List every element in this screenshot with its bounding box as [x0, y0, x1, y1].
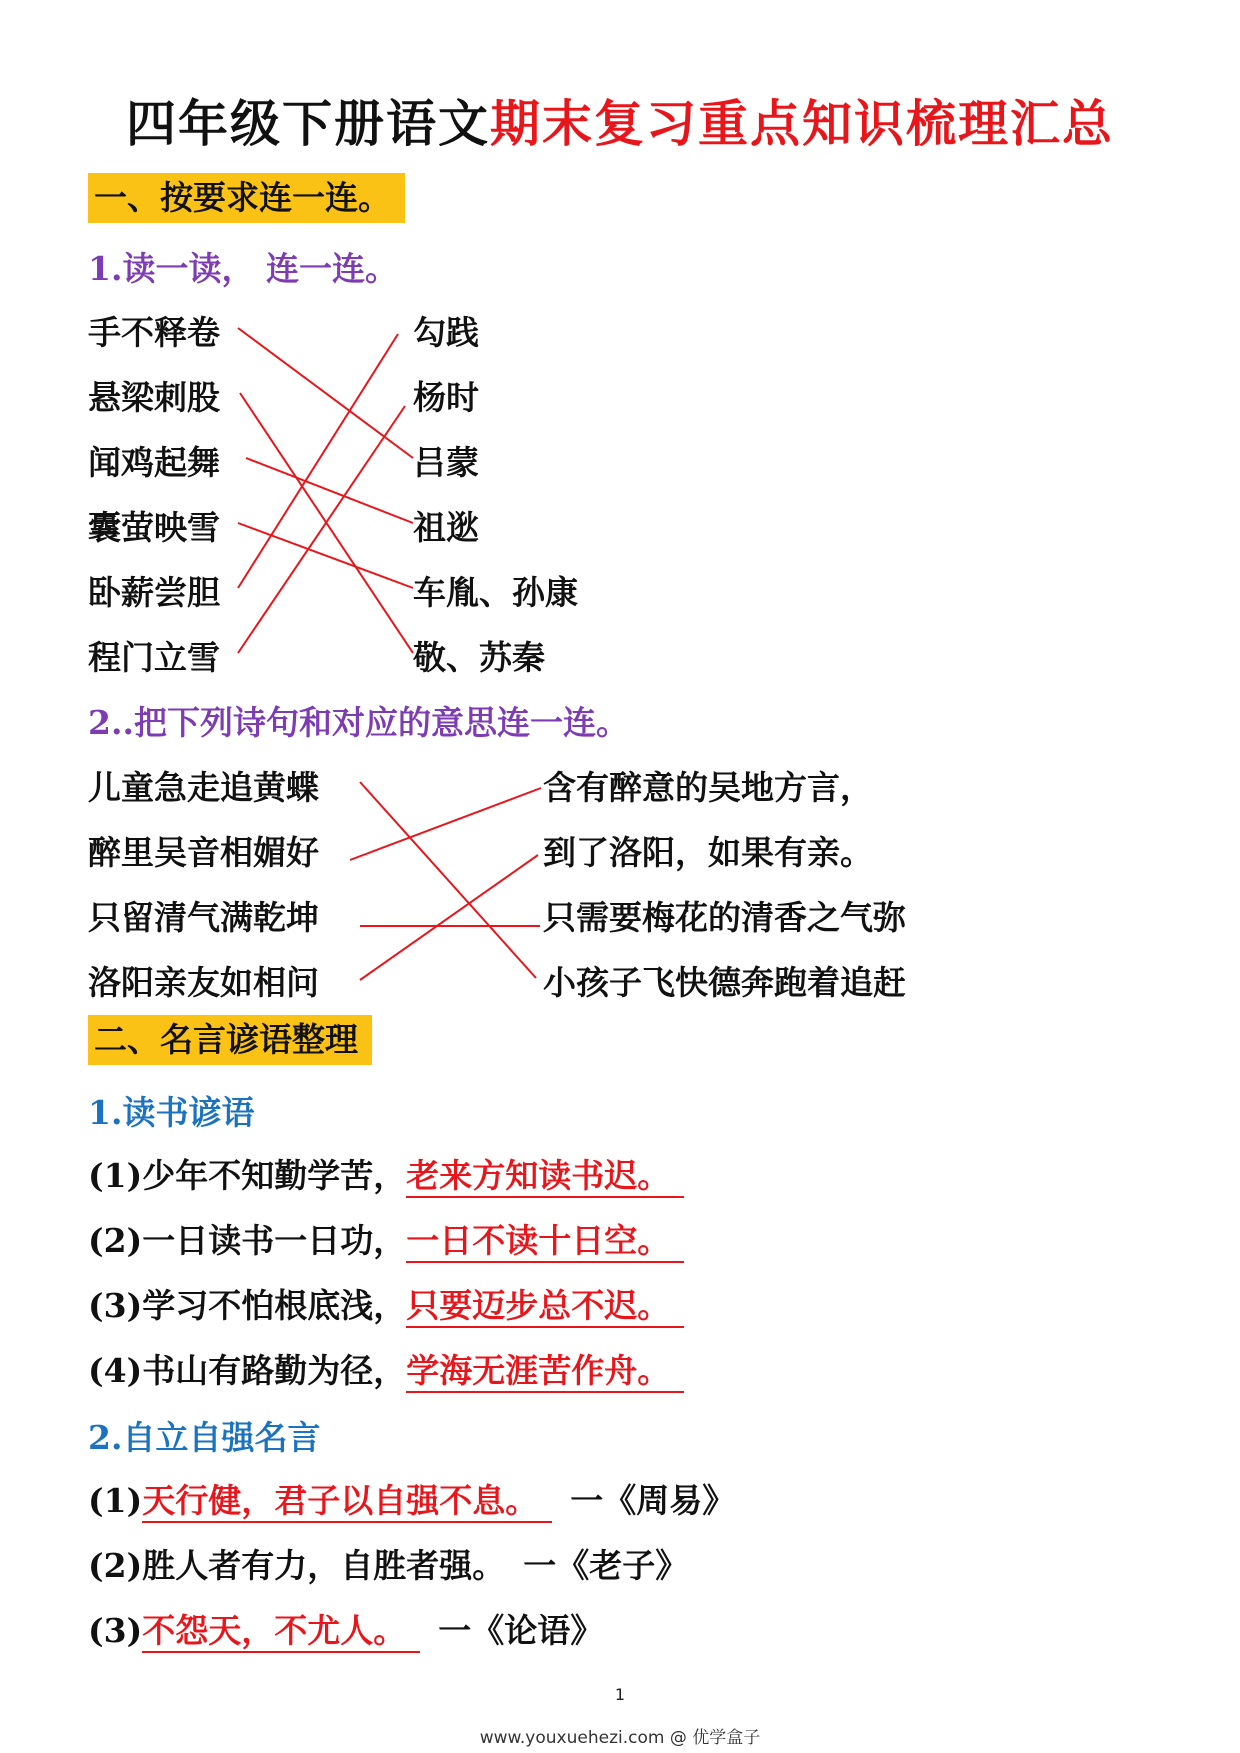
person-right-1: 勾践 [413, 313, 479, 352]
poem-line-1: 儿童急走追黄蝶 [88, 768, 319, 807]
proverb-2-prefix: (2)一日读书一日功， [88, 1221, 407, 1260]
idiom-left-5: 卧薪尝胆 [88, 573, 220, 612]
quote-3-source: 一《论语》 [438, 1611, 604, 1650]
quote-1-prefix: (1) [88, 1481, 143, 1520]
proverb-4-prefix: (4)书山有路勤为径， [88, 1351, 407, 1390]
match-line [240, 393, 413, 653]
match-line [360, 855, 538, 980]
person-right-4: 祖逖 [413, 508, 479, 547]
title-part-red: 期末复习重点知识梳理汇总 [490, 94, 1114, 153]
person-right-3: 吕蒙 [413, 443, 479, 482]
quote-2-prefix: (2)胜人者有力，自胜者强。 [88, 1546, 506, 1585]
meaning-2: 到了洛阳，如果有亲。 [543, 833, 873, 872]
proverb-1-answer: 老来方知读书迟。 [406, 1156, 684, 1198]
quote-3-prefix: (3) [88, 1611, 143, 1650]
section1-sub1-heading: 1.读一读， 连一连。 [88, 249, 398, 288]
section2-heading: 二、名言谚语整理 [88, 1015, 372, 1065]
match-line [238, 406, 405, 653]
proverb-4 [88, 1345, 684, 1393]
match-line [238, 328, 413, 458]
quote-1-answer: 天行健，君子以自强不息。 [142, 1481, 552, 1523]
proverb-1-prefix: (1)少年不知勤学苦， [88, 1156, 407, 1195]
match-line [238, 523, 413, 588]
proverb-4-answer: 学海无涯苦作舟。 [406, 1351, 684, 1393]
proverb-3 [88, 1280, 684, 1328]
quote-3 [88, 1605, 603, 1653]
proverb-2-answer: 一日不读十日空。 [406, 1221, 684, 1263]
proverb-2 [88, 1215, 684, 1263]
person-right-2: 杨时 [413, 378, 479, 417]
meaning-4: 小孩子飞快德奔跑着追赶 [543, 963, 906, 1002]
meaning-1: 含有醉意的吴地方言， [543, 768, 873, 807]
section1-heading: 一、按要求连一连。 [88, 173, 405, 223]
match-line [360, 782, 536, 978]
idiom-left-2: 悬梁刺股 [88, 378, 220, 417]
meaning-3: 只需要梅花的清香之气弥 [543, 898, 906, 937]
poem-line-4: 洛阳亲友如相问 [88, 963, 319, 1002]
person-right-6: 敬、苏秦 [413, 638, 545, 677]
footer-site: www.youxuehezi.com @ 优学盒子 [479, 1728, 761, 1748]
match-line [238, 334, 398, 588]
poem-line-2: 醉里吴音相媚好 [88, 833, 319, 872]
proverb-1 [88, 1150, 684, 1198]
proverb-3-prefix: (3)学习不怕根底浅， [88, 1286, 407, 1325]
quote-1-source: 一《周易》 [570, 1481, 736, 1520]
idiom-left-3: 闻鸡起舞 [88, 443, 220, 482]
section2-sub1-heading: 1.读书谚语 [88, 1093, 255, 1132]
page-title [0, 84, 1240, 156]
poem-line-3: 只留清气满乾坤 [88, 898, 319, 937]
match-line [246, 458, 413, 523]
quote-1 [88, 1475, 735, 1523]
proverb-3-answer: 只要迈步总不迟。 [406, 1286, 684, 1328]
page-number: 1 [614, 1685, 626, 1704]
quote-2-source: 一《老子》 [523, 1546, 689, 1585]
section2-sub2-heading: 2.自立自强名言 [88, 1418, 321, 1457]
idiom-left-4: 囊萤映雪 [88, 508, 220, 547]
title-part-black: 四年级下册语文 [126, 94, 490, 153]
quote-2 [88, 1540, 688, 1587]
quote-3-answer: 不怨天，不尤人。 [142, 1611, 420, 1653]
person-right-5: 车胤、孙康 [413, 573, 578, 612]
idiom-left-6: 程门立雪 [88, 638, 220, 677]
match-line [350, 788, 541, 860]
section1-sub2-heading: 2..把下列诗句和对应的意思连一连。 [88, 703, 629, 742]
idiom-left-1: 手不释卷 [88, 313, 220, 352]
